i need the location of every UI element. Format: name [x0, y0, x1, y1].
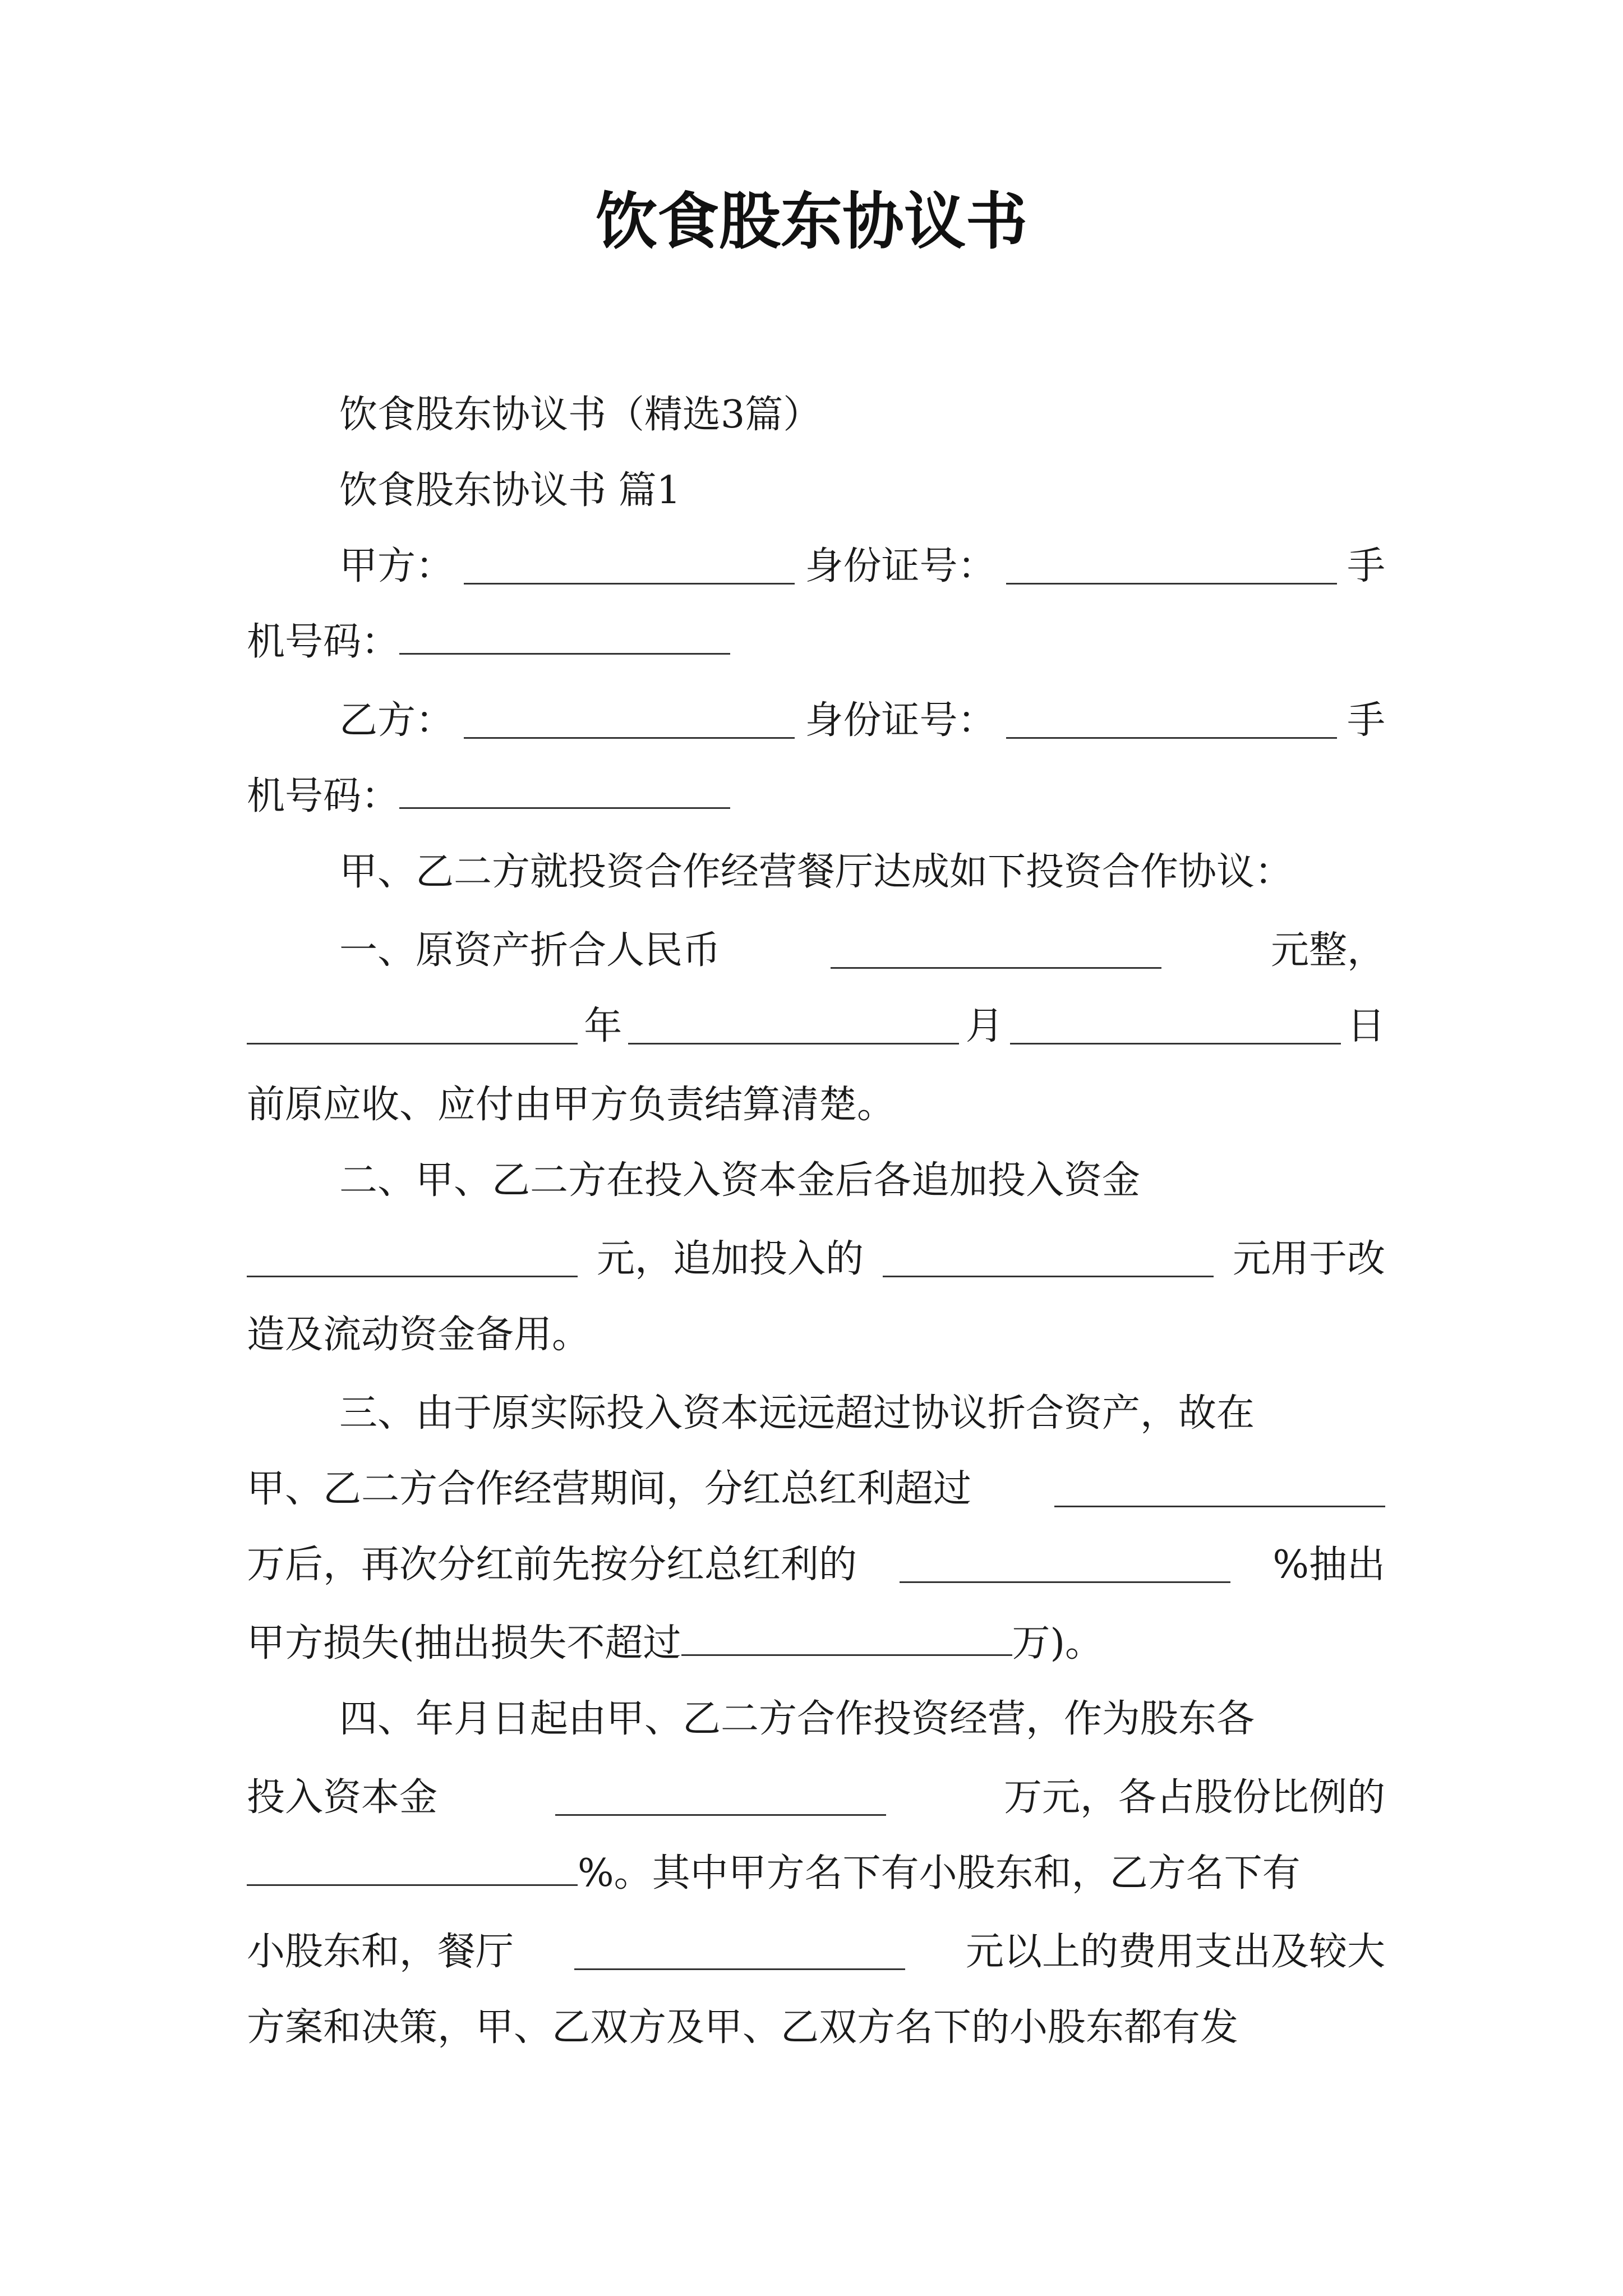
clause4-text-e: 元以上的费用支出及较大	[965, 1930, 1385, 1974]
clause1-line3: 前原应收、应付由甲方负责结算清楚。	[247, 1083, 896, 1127]
clause3-line2	[247, 1461, 1385, 1517]
clause3-dividend-blank	[1054, 1472, 1385, 1507]
clause4-line2	[247, 1770, 1385, 1826]
clause4-line5: 方案和决策，甲、乙双方及甲、乙双方名下的小股东都有发	[247, 2005, 1239, 2050]
clause1-year-label: 年	[584, 1004, 623, 1048]
clause1-day-label: 日	[1347, 1004, 1385, 1048]
clause2-line2	[247, 1231, 1385, 1287]
opening-paragraph: 甲、乙二方就投资合作经营餐厅达成如下投资合作协议：	[339, 850, 1293, 894]
clause1-month-blank	[628, 1009, 959, 1045]
clause3-percent-blank	[900, 1548, 1230, 1583]
party-b-name-blank	[464, 703, 795, 739]
clause3-text-d: 甲方损失(抽出损失不超过	[247, 1621, 681, 1665]
clause1-text-a: 一、原资产折合人民币	[339, 928, 721, 973]
clause3-text-b: 万后，再次分红前先按分红总红利的	[247, 1543, 857, 1587]
party-a-phone-label: 机号码：	[247, 620, 400, 664]
clause4-text-d: 小股东和，餐厅	[247, 1930, 514, 1974]
clause4-text-a: 投入资本金	[247, 1775, 438, 1820]
party-b-line	[339, 693, 1385, 749]
clause3-text-a: 甲、乙二方合作经营期间，分红总红利超过	[247, 1467, 972, 1511]
clause4-expense-blank	[574, 1935, 905, 1970]
clause4-line1: 四、年月日起由甲、乙二方合作投资经营，作为股东各	[339, 1697, 1255, 1741]
clause4-line4	[247, 1924, 1385, 1980]
clause2-text-a: 元，追加投入的	[596, 1237, 864, 1281]
party-b-id-blank	[1006, 703, 1337, 739]
clause2-line1: 二、甲、乙二方在投入资本金后各追加投入资金	[339, 1158, 1141, 1203]
clause2-amount-blank	[247, 1242, 578, 1277]
clause1-year-blank	[247, 1009, 578, 1045]
clause2-text-b: 元用于改	[1232, 1237, 1385, 1281]
clause1-text-b: 元整，	[1270, 928, 1385, 973]
party-b-phone-blank	[399, 774, 730, 809]
party-a-label: 甲方：	[339, 544, 454, 588]
clause1-day-blank	[1010, 1009, 1341, 1045]
clause1-month-label: 月	[965, 1004, 1004, 1048]
clause3-line1: 三、由于原实际投入资本远远超过协议折合资产，故在	[339, 1391, 1255, 1435]
document-title: 饮食股东协议书	[596, 185, 1027, 257]
clause3-loss-blank	[681, 1621, 1012, 1656]
clause2-extra-blank	[883, 1242, 1214, 1277]
clause4-ratio-blank	[247, 1851, 578, 1886]
party-a-id-label: 身份证号：	[805, 544, 996, 588]
party-b-phone-label: 机号码：	[247, 774, 400, 818]
party-a-phone-line	[247, 614, 1385, 670]
clause1-amount-blank	[831, 933, 1161, 969]
party-a-phone-blank	[399, 619, 730, 655]
clause4-line3	[247, 1846, 1385, 1902]
party-a-line	[339, 539, 1385, 595]
party-b-phone-line	[247, 769, 1385, 825]
clause3-text-e: 万)。	[1012, 1621, 1104, 1665]
clause3-line4	[247, 1616, 1385, 1672]
clause4-capital-blank	[555, 1780, 886, 1816]
party-b-id-label: 身份证号：	[805, 698, 996, 743]
clause4-text-b: 万元，各占股份比例的	[1003, 1775, 1385, 1820]
intro-line: 饮食股东协议书（精选3篇）	[339, 393, 822, 437]
clause4-text-c: %。其中甲方名下有小股东和，乙方名下有	[578, 1851, 1301, 1895]
party-a-phone-label-start: 手	[1347, 544, 1385, 588]
clause1-line1	[339, 923, 1385, 979]
clause2-line3: 造及流动资金备用。	[247, 1313, 591, 1357]
clause3-line3	[247, 1537, 1385, 1593]
clause1-line2	[247, 999, 1385, 1055]
party-a-id-blank	[1006, 549, 1337, 585]
party-b-phone-label-start: 手	[1347, 698, 1385, 743]
party-b-label: 乙方：	[339, 698, 454, 743]
clause3-text-c: %抽出	[1272, 1543, 1385, 1587]
party-a-name-blank	[464, 549, 795, 585]
section-heading: 饮食股东协议书 篇1	[339, 468, 681, 513]
